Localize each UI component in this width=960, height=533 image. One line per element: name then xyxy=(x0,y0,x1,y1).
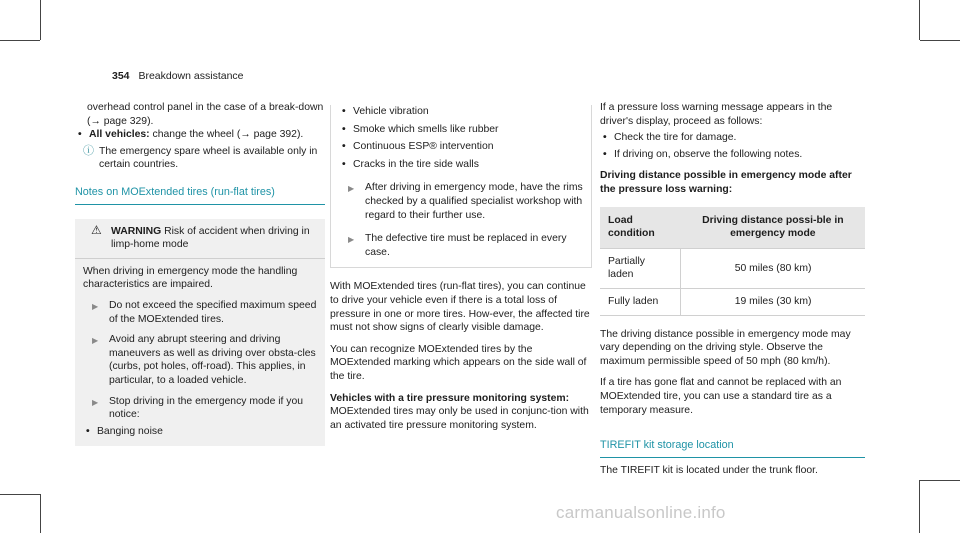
step-text: Avoid any abrupt steering and driving maneuvers as well as driving over obsta-cles (curbs, pot holes, off-road). This applies, in particular, to a loaded vehicle. xyxy=(109,334,316,386)
list-item xyxy=(339,181,583,222)
paragraph: MOExtended tires may only be used in conjunc-tion with an activated tire pressure monitoring system. xyxy=(330,406,589,431)
crop-mark xyxy=(0,494,40,495)
paragraph: The driving distance possible in emergency mode may vary depending on the driving style. Observe the maximum permissible speed of 50 mph (80 km/h). xyxy=(600,328,851,367)
column-middle xyxy=(330,101,592,432)
list-item xyxy=(339,158,583,172)
step-arrow-icon: ▶ xyxy=(348,184,355,194)
step-text: The defective tire must be replaced in every case. xyxy=(365,233,567,258)
divider xyxy=(75,258,325,259)
column-left xyxy=(75,101,325,446)
page-number: 354 xyxy=(112,70,130,82)
table-cell: 50 miles (80 km) xyxy=(681,248,865,288)
crop-mark xyxy=(920,40,960,41)
list-item xyxy=(339,123,583,137)
warning-label: WARNING xyxy=(111,225,162,237)
section-title: TIREFIT kit storage location xyxy=(600,439,865,458)
distance-table xyxy=(600,207,865,316)
paragraph: If a pressure loss warning message appears in the driver's display, proceed as follows: xyxy=(600,102,833,127)
step-arrow-icon: ▶ xyxy=(348,235,355,245)
crop-mark xyxy=(919,480,920,533)
list-item xyxy=(83,333,317,387)
paragraph: You can recognize MOExtended tires by the MOExtended marking which appears on the side wall of the tire. xyxy=(330,343,587,382)
bullet-text: Check the tire for damage. xyxy=(614,132,737,144)
list-item xyxy=(83,395,317,422)
list-item xyxy=(83,299,317,326)
table-cell: 19 miles (30 km) xyxy=(681,288,865,315)
bullet-text: Banging noise xyxy=(97,425,163,437)
bullet-text: Vehicle vibration xyxy=(353,106,429,117)
bullet-text: Cracks in the tire side walls xyxy=(353,158,479,170)
subheading: Vehicles with a tire pressure monitoring system: xyxy=(330,392,570,404)
list-item xyxy=(339,140,583,154)
page-header xyxy=(112,70,244,84)
step-arrow-icon: ▶ xyxy=(92,397,99,407)
list-item xyxy=(339,105,583,119)
column-right xyxy=(600,101,865,477)
table-cell: Fully laden xyxy=(600,288,681,315)
intro-text: overhead control panel in the case of a break-down (→ page 329). xyxy=(87,102,324,127)
warning-header xyxy=(83,222,317,252)
section-title: Notes on MOExtended tires (run-flat tires) xyxy=(75,186,325,205)
list-item xyxy=(75,128,325,142)
bullet-label: All vehicles: xyxy=(89,129,150,141)
watermark: carmanualsonline.info xyxy=(556,503,726,522)
crop-mark xyxy=(919,0,920,40)
list-item xyxy=(600,131,865,145)
crop-mark xyxy=(40,0,41,40)
table-row xyxy=(600,288,865,315)
warning-box xyxy=(75,219,325,447)
info-icon: ⓘ xyxy=(83,144,94,157)
table-header-row xyxy=(600,207,865,249)
list-item xyxy=(339,232,583,259)
table-header: Load condition xyxy=(600,207,681,249)
bullet-text: Smoke which smells like rubber xyxy=(353,123,499,135)
step-text: Do not exceed the specified maximum speed of the MOExtended tires. xyxy=(109,299,317,325)
list-item xyxy=(83,425,317,439)
subheading: Driving distance possible in emergency mode after the pressure loss warning: xyxy=(600,170,852,195)
paragraph: If a tire has gone flat and cannot be replaced with an MOExtended tire, you can use a standard tire as a temporary measure. xyxy=(600,377,842,416)
table-header: Driving distance possi-ble in emergency mode xyxy=(681,207,865,249)
crop-mark xyxy=(40,494,41,533)
warning-box-continued xyxy=(330,105,592,268)
step-arrow-icon: ▶ xyxy=(92,301,99,311)
bullet-text: Continuous ESP® intervention xyxy=(353,141,494,153)
warning-text: Risk of accident when driving in limp-home mode xyxy=(111,225,310,251)
bullet-text: If driving on, observe the following notes. xyxy=(614,148,803,160)
table-row xyxy=(600,248,865,288)
crop-mark xyxy=(0,40,40,41)
warning-body: When driving in emergency mode the handling characteristics are impaired. xyxy=(83,265,298,291)
note xyxy=(75,145,325,172)
step-text: After driving in emergency mode, have the rims checked by a qualified specialist workshop with regard to their further use. xyxy=(365,182,583,221)
table-cell: Partially laden xyxy=(600,248,681,288)
warning-triangle-icon: ⚠ xyxy=(91,222,102,237)
crop-mark xyxy=(920,480,960,481)
paragraph: The TIREFIT kit is located under the trunk floor. xyxy=(600,464,818,476)
step-text: Stop driving in the emergency mode if you notice: xyxy=(109,395,304,421)
step-arrow-icon: ▶ xyxy=(92,336,99,346)
list-item xyxy=(600,148,865,162)
page-title: Breakdown assistance xyxy=(138,70,244,82)
paragraph: With MOExtended tires (run-flat tires), you can continue to drive your vehicle even if there is a total loss of pressure in one or more tires. How-ever, the affected tire must not show signs of clearly visible damage. xyxy=(330,281,590,334)
note-text: The emergency spare wheel is available only in certain countries. xyxy=(99,145,318,171)
bullet-text: change the wheel (→ page 392). xyxy=(152,129,304,141)
